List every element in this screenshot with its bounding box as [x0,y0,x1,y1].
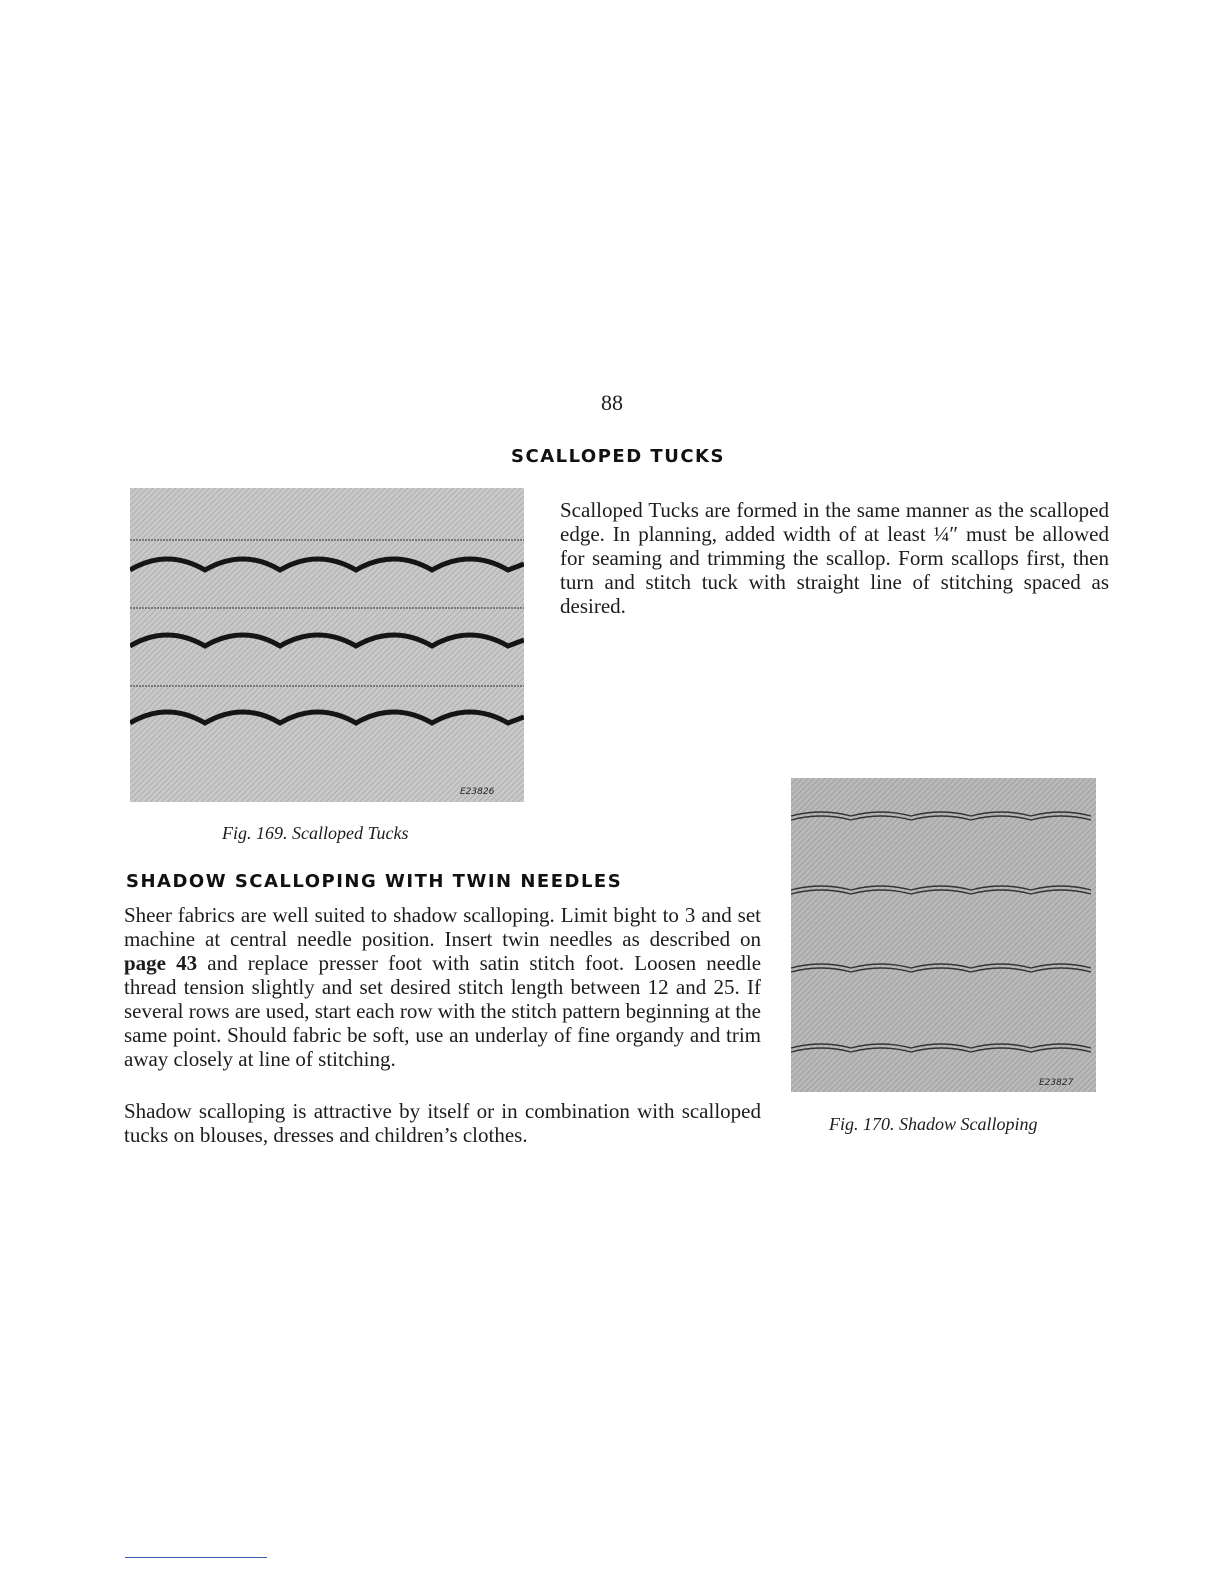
shadow-scalloping-text-a: Sheer fabrics are well suited to shadow scalloping. Limit bight to 3 and set machine at central needle position. Insert twin needles as described on [124,903,761,951]
shadow-scalloping-paragraph-1 [124,903,761,1071]
page-number: 88 [601,390,623,415]
figure-169-caption: Fig. 169. Scalloped Tucks [222,823,409,843]
shadow-scalloping-paragraph-2: Shadow scalloping is attractive by itself or in combination with scalloped tucks on blouses, dresses and children’s clothes. [124,1099,761,1147]
figure-170-shadow-scalloping-image [791,778,1096,1092]
figure-169-code: E23826 [460,787,495,797]
shadow-scalloping-text-b: and replace presser foot with satin stitch foot. Loosen needle thread tension slightly and set desired stitch length between 12 and 25. If several rows are used, start each row with the stitch pattern beginning at the same point. Should fabric be soft, use an underlay of fine organdy and trim away closely at line of stitching. [124,951,762,1071]
figure-169-scalloped-tucks-image [130,488,524,802]
scalloped-tucks-paragraph: Scalloped Tucks are formed in the same manner as the scalloped edge. In planning, added width of at least ¼″ must be allowed for seaming and trimming the scallop. Form scallops first, then turn and stitch tuck with straight line of stitching spaced as desired. [560,498,1109,618]
page-43-reference: page 43 [124,951,198,975]
figure-170-code: E23827 [1039,1078,1074,1088]
section-heading-scalloped-tucks: SCALLOPED TUCKS [511,446,725,467]
footer-rule [125,1557,267,1558]
figure-170-caption: Fig. 170. Shadow Scalloping [829,1114,1038,1134]
section-heading-shadow-scalloping: SHADOW SCALLOPING WITH TWIN NEEDLES [126,871,623,892]
